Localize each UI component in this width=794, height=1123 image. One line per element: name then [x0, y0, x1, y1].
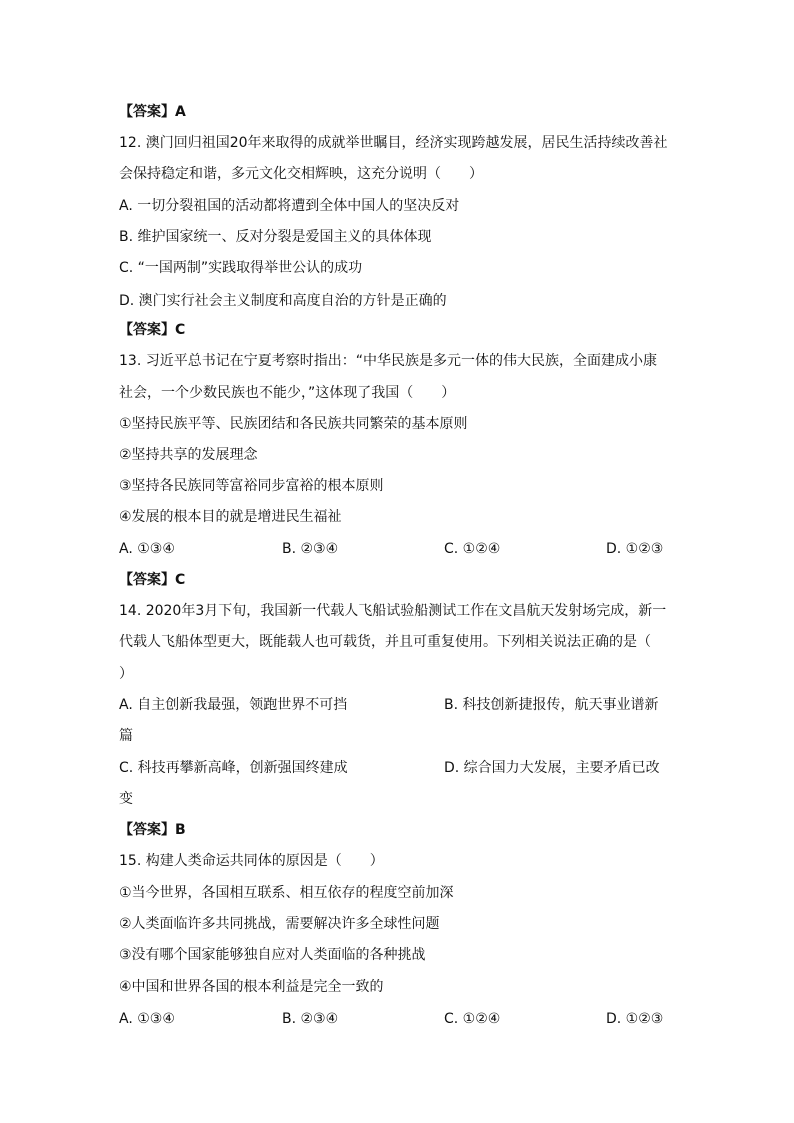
- question-15-statement-3: ③没有哪个国家能够独自应对人类面临的各种挑战: [119, 947, 426, 963]
- question-15-statement-1: ①当今世界，各国相互联系、相互依存的程度空前加深: [119, 885, 454, 901]
- question-14-options-row-1: [0, 695, 794, 715]
- question-15-line-1: 15. 构建人类命运共同体的原因是（ ）: [119, 853, 384, 869]
- question-12-option-a: A. 一切分裂祖国的活动都将遭到全体中国人的坚决反对: [119, 198, 460, 214]
- question-12-option-b: B. 维护国家统一、反对分裂是爱国主义的具体体现: [119, 229, 432, 245]
- question-13-statement-3: ③坚持各民族同等富裕同步富裕的根本原则: [119, 478, 384, 494]
- question-12-line-2: 会保持稳定和谐，多元文化交相辉映，这充分说明（ ）: [119, 166, 483, 182]
- question-14-option-d-wrap: 变: [119, 791, 133, 807]
- answer-12: 【答案】C: [119, 322, 186, 338]
- question-15-option-a: A. ①③④: [119, 1011, 175, 1027]
- question-13-option-c: C. ①②④: [444, 541, 501, 557]
- question-15-statement-4: ④中国和世界各国的根本利益是完全一致的: [119, 979, 384, 995]
- question-12-option-c: C. “一国两制”实践取得举世公认的成功: [119, 260, 363, 276]
- question-13-option-d: D. ①②③: [606, 541, 664, 557]
- question-13-option-b: B. ②③④: [282, 541, 339, 557]
- question-12-line-1: 12. 澳门回归祖国20年来取得的成就举世瞩目，经济实现跨越发展，居民生活持续改善社: [119, 135, 668, 151]
- question-14-options-row-2: [0, 758, 794, 778]
- question-13-statement-4: ④发展的根本目的就是增进民生福祉: [119, 509, 342, 525]
- question-14-option-d: D. 综合国力大发展，主要矛盾已改: [444, 760, 660, 776]
- question-14-option-b: B. 科技创新捷报传，航天事业谱新: [444, 697, 659, 713]
- question-13-option-a: A. ①③④: [119, 541, 175, 557]
- answer-11: 【答案】A: [119, 104, 186, 120]
- question-13-line-1: 13. 习近平总书记在宁夏考察时指出：“中华民族是多元一体的伟大民族，全面建成小康: [119, 353, 657, 369]
- question-13-line-2: 社会，一个少数民族也不能少，”这体现了我国（ ）: [119, 385, 456, 401]
- answer-13: 【答案】C: [119, 572, 186, 588]
- question-14-option-a: A. 自主创新我最强，领跑世界不可挡: [119, 697, 348, 713]
- question-13-statement-1: ①坚持民族平等、民族团结和各民族共同繁荣的基本原则: [119, 416, 468, 432]
- question-13-options: [0, 539, 794, 559]
- question-14-option-b-wrap: 篇: [119, 728, 133, 744]
- question-15-statement-2: ②人类面临许多共同挑战，需要解决许多全球性问题: [119, 916, 440, 932]
- question-13-statement-2: ②坚持共享的发展理念: [119, 447, 258, 463]
- question-14-option-c: C. 科技再攀新高峰，创新强国终建成: [119, 760, 348, 776]
- question-14-line-1: 14. 2020年3月下旬，我国新一代载人飞船试验船测试工作在文昌航天发射场完成，新一: [119, 603, 667, 619]
- question-15-option-b: B. ②③④: [282, 1011, 339, 1027]
- question-12-option-d: D. 澳门实行社会主义制度和高度自治的方针是正确的: [119, 293, 447, 309]
- question-15-options: [0, 1009, 794, 1029]
- question-14-line-2: 代载人飞船体型更大，既能载人也可载货，并且可重复使用。下列相关说法正确的是（: [119, 634, 651, 650]
- question-15-option-c: C. ①②④: [444, 1011, 501, 1027]
- question-14-line-3: ）: [119, 666, 133, 682]
- answer-14: 【答案】B: [119, 822, 186, 838]
- question-15-option-d: D. ①②③: [606, 1011, 664, 1027]
